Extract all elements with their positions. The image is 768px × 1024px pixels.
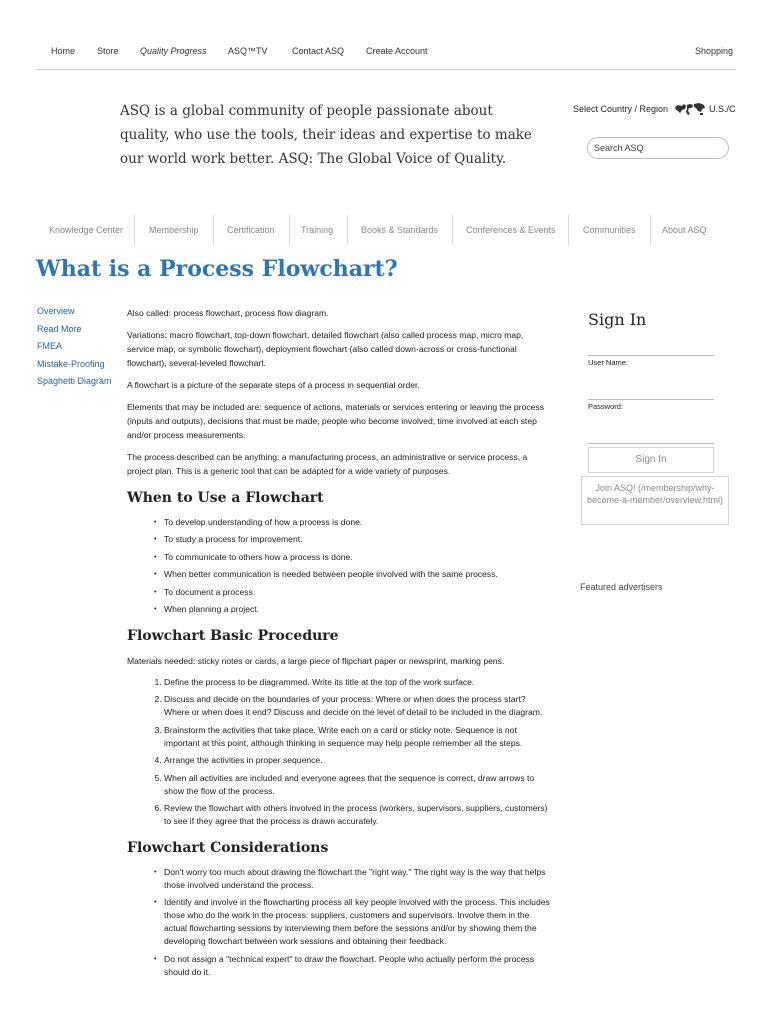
basic-procedure-heading: Flowchart Basic Procedure <box>127 627 339 644</box>
globe-icon <box>674 102 706 116</box>
list-item: • To communicate to others how a process is done. <box>164 551 552 564</box>
nav-divider <box>650 215 651 245</box>
sign-in-heading: Sign In <box>588 310 647 329</box>
procedure-step: 1. Define the process to be diagrammed. Write its title at the top of the work surface. <box>164 676 552 689</box>
top-nav <box>36 0 736 70</box>
username-field[interactable] <box>588 370 714 384</box>
procedure-step: 3. Brainstorm the activities that take place. Write each on a card or sticky note. Sequence is not important at this point, although thinking in sequence may help people remember all the steps. <box>164 724 552 750</box>
tab-certification[interactable]: Certification <box>227 225 275 235</box>
variations-text: Variations: macro flowchart, top-down flowchart, detailed flowchart (also called process map, micro map, service map, or symbolic flowchart), deployment flowchart (also called down-across or cross-functional flowchart), several-leveled flowchart. <box>127 330 524 368</box>
materials-text: Materials needed: sticky notes or cards, a large piece of flipchart paper or newsprint, marking pens. <box>127 655 505 666</box>
list-item: • When better communication is needed between people involved with the same process. <box>164 568 552 581</box>
tab-knowledge-center[interactable]: Knowledge Center <box>49 225 124 235</box>
divider <box>588 355 714 356</box>
considerations-heading: Flowchart Considerations <box>127 839 329 856</box>
list-item: • To study a process for improvement. <box>164 533 552 546</box>
tab-books-standards[interactable]: Books & Standards <box>361 225 439 235</box>
password-label: Password: <box>588 402 624 411</box>
nav-divider <box>289 215 290 245</box>
procedure-step: 5. When all activities are included and everyone agrees that the sequence is correct, draw arrows to show the flow of the process. <box>164 772 552 798</box>
nav-divider <box>213 215 214 245</box>
side-link-read-more[interactable]: Read More <box>37 323 82 334</box>
list-item: • When planning a project. <box>164 603 552 616</box>
region-label: Select Country / Region <box>573 104 669 114</box>
list-item: • To develop understanding of how a process is done. <box>164 516 552 529</box>
nav-divider <box>452 215 453 245</box>
sign-in-panel <box>588 310 716 465</box>
procedure-steps <box>127 676 552 828</box>
main-nav <box>36 215 736 245</box>
side-link-mistake-proofing[interactable]: Mistake-Proofing <box>37 358 105 369</box>
username-label: User Name: <box>588 358 629 367</box>
process-description-text: The process described can be anything: a manufacturing process, an administrative or service process, a project plan. This is a generic tool that can be adapted for a wide variety of purposes. <box>127 452 528 476</box>
top-nav-asq-tv[interactable]: ASQ™TV <box>228 46 268 56</box>
procedure-step: 6. Review the flowchart with others involved in the process (workers, supervisors, suppliers, customers) to see if they agree that the process is drawn accurately. <box>164 802 552 828</box>
hero-tagline: ASQ is a global community of people passionate about quality, who use the tools, their ideas and expertise to make our world work better. ASQ: The Global Voice of Quality. <box>120 103 532 167</box>
password-field[interactable] <box>588 414 714 428</box>
featured-advertisers-label: Featured advertisers <box>580 582 663 592</box>
side-link-spaghetti-diagram[interactable]: Spaghetti Diagram <box>37 376 112 386</box>
procedure-step: 4. Arrange the activities in proper sequence. <box>164 754 552 767</box>
when-to-use-heading: When to Use a Flowchart <box>127 490 324 506</box>
top-nav-quality-progress[interactable]: Quality Progress <box>140 46 207 56</box>
considerations-list <box>127 866 552 979</box>
region-country: U.S./C <box>709 104 736 114</box>
top-nav-home[interactable]: Home <box>51 46 76 56</box>
username-field-underline <box>588 399 714 400</box>
definition-text: A flowchart is a picture of the separate steps of a process in sequential order. <box>127 380 420 390</box>
tab-membership[interactable]: Membership <box>149 225 199 235</box>
elements-text: Elements that may be included are: sequence of actions, materials or services entering or leaving the process (inputs and outputs), decisions that must be made, people who become involved, time involved at each step and/or process measurements. <box>127 402 545 440</box>
top-nav-shopping[interactable]: Shopping <box>695 46 734 56</box>
join-asq-link[interactable]: Join ASQ! (/membership/why-become-a-member/overview.html) <box>581 476 729 525</box>
list-item: • Identify and involve in the flowcharting process all key people involved with the process. This includes those who do the work in the process: suppliers, customers and supervisors. Involve them in the actual flowcharting sessions by interviewing them before the sessions and/or by showing them the developing flowchart between work sessions and obtaining their feedback. <box>164 896 552 948</box>
also-called-text: Also called: process flowchart, process flow diagram. <box>127 308 329 318</box>
search-input[interactable]: Search ASQ <box>587 137 729 159</box>
side-nav <box>37 305 122 393</box>
region-selector[interactable] <box>573 104 736 114</box>
article-body <box>127 306 552 983</box>
tab-training[interactable]: Training <box>301 225 334 235</box>
page-title: What is a Process Flowchart? <box>36 256 398 282</box>
tab-about-asq[interactable]: About ASQ <box>662 225 707 235</box>
list-item: • To document a process. <box>164 586 552 599</box>
top-nav-contact[interactable]: Contact ASQ <box>292 46 345 56</box>
tab-communities[interactable]: Communities <box>583 225 636 235</box>
nav-divider <box>568 215 569 245</box>
side-link-fmea[interactable]: FMEA <box>37 341 63 351</box>
sign-in-button[interactable]: Sign In <box>588 447 714 473</box>
top-nav-create-account[interactable]: Create Account <box>366 46 428 56</box>
tab-conferences-events[interactable]: Conferences & Events <box>466 225 556 235</box>
list-item: • Do not assign a "technical expert" to draw the flowchart. People who actually perform the process should do it. <box>164 953 552 979</box>
password-field-underline <box>588 443 714 444</box>
nav-divider <box>134 215 135 245</box>
list-item: • Don't worry too much about drawing the flowchart the "right way." The right way is the way that helps those involved understand the process. <box>164 866 552 892</box>
procedure-step: 2. Discuss and decide on the boundaries of your process: Where or when does the process start? Where or when does it end? Discuss and decide on the level of detail to be included in the diagram. <box>164 693 552 719</box>
side-link-overview[interactable]: Overview <box>37 306 75 316</box>
nav-divider <box>347 215 348 245</box>
when-to-use-list <box>127 516 552 616</box>
top-nav-store[interactable]: Store <box>97 46 119 56</box>
